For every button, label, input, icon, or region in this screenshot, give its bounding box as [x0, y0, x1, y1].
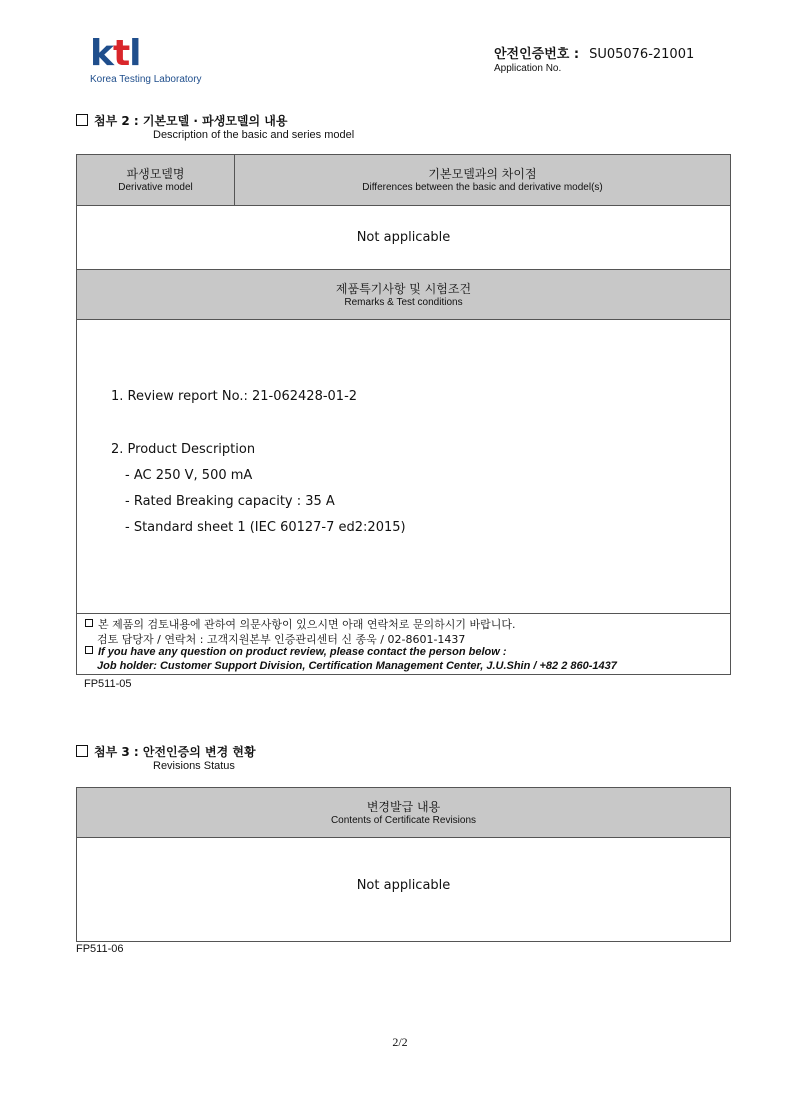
rating-item: - AC 250 V, 500 mA: [125, 468, 253, 483]
differences-header: 기본모델과의 차이점 Differences between the basic and derivative model(s): [362, 167, 603, 193]
contact-note-en-2: Job holder: Customer Support Division, Certification Management Center, J.U.Shin / +82 2 860-1437: [97, 660, 617, 672]
review-report-item: 1. Review report No.: 21-062428-01-2: [111, 389, 358, 404]
page-number: 2/2: [392, 1035, 408, 1049]
contact-note-kr-1: 본 제품의 검토내용에 관하여 의문사항이 있으시면 아래 연락처로 문의하시기 바랍니다.: [85, 616, 516, 632]
form-code-fp511-06: FP511-06: [76, 943, 124, 955]
derivative-model-header: 파생모델명 Derivative model: [118, 167, 193, 193]
bullet-square-icon: [85, 646, 93, 654]
application-label-en: Application No.: [494, 63, 562, 74]
checkbox-square-icon: [76, 745, 88, 757]
derivative-content: Not applicable: [356, 230, 451, 245]
row-divider: [77, 319, 730, 320]
logo-mark: ktl: [90, 33, 141, 74]
revisions-content: Not applicable: [356, 878, 451, 893]
revisions-header: 변경발급 내용 Contents of Certificate Revisions: [330, 800, 477, 826]
product-description-item: 2. Product Description: [111, 442, 256, 457]
application-value: SU05076-21001: [589, 47, 695, 62]
application-label: 안전인증번호 :: [494, 47, 580, 62]
attachment2-heading: [76, 112, 287, 129]
attachment2-title: 첨부 2 : 기본모델 · 파생모델의 내용: [94, 114, 288, 128]
breaking-capacity-item: - Rated Breaking capacity : 35 A: [125, 494, 335, 509]
attachment3-heading: [76, 743, 256, 760]
application-number: [494, 43, 694, 74]
row-divider: [77, 613, 730, 614]
contact-note-en-1: If you have any question on product review, please contact the person below :: [85, 646, 507, 658]
logo-subtitle: Korea Testing Laboratory: [90, 74, 202, 85]
bullet-square-icon: [85, 619, 93, 627]
ktl-logo: [90, 33, 220, 92]
contact-note-kr-2: 검토 담당자 / 연락처 : 고객지원본부 인증관리센터 신 종욱 / 02-8601-1437: [97, 633, 466, 646]
row-divider: [77, 837, 730, 838]
standard-sheet-item: - Standard sheet 1 (IEC 60127-7 ed2:2015): [125, 520, 406, 535]
remarks-header: 제품특기사항 및 시험조건 Remarks & Test conditions: [335, 282, 472, 308]
attachment2-table: [76, 154, 731, 675]
attachment2-subtitle: Description of the basic and series model: [153, 129, 355, 141]
checkbox-square-icon: [76, 114, 88, 126]
attachment3-subtitle: Revisions Status: [153, 760, 235, 772]
row-divider: [77, 205, 730, 206]
attachment3-table: [76, 787, 731, 942]
form-code-fp511-05: FP511-05: [84, 678, 132, 690]
attachment3-title: 첨부 3 : 안전인증의 변경 현황: [94, 745, 256, 759]
